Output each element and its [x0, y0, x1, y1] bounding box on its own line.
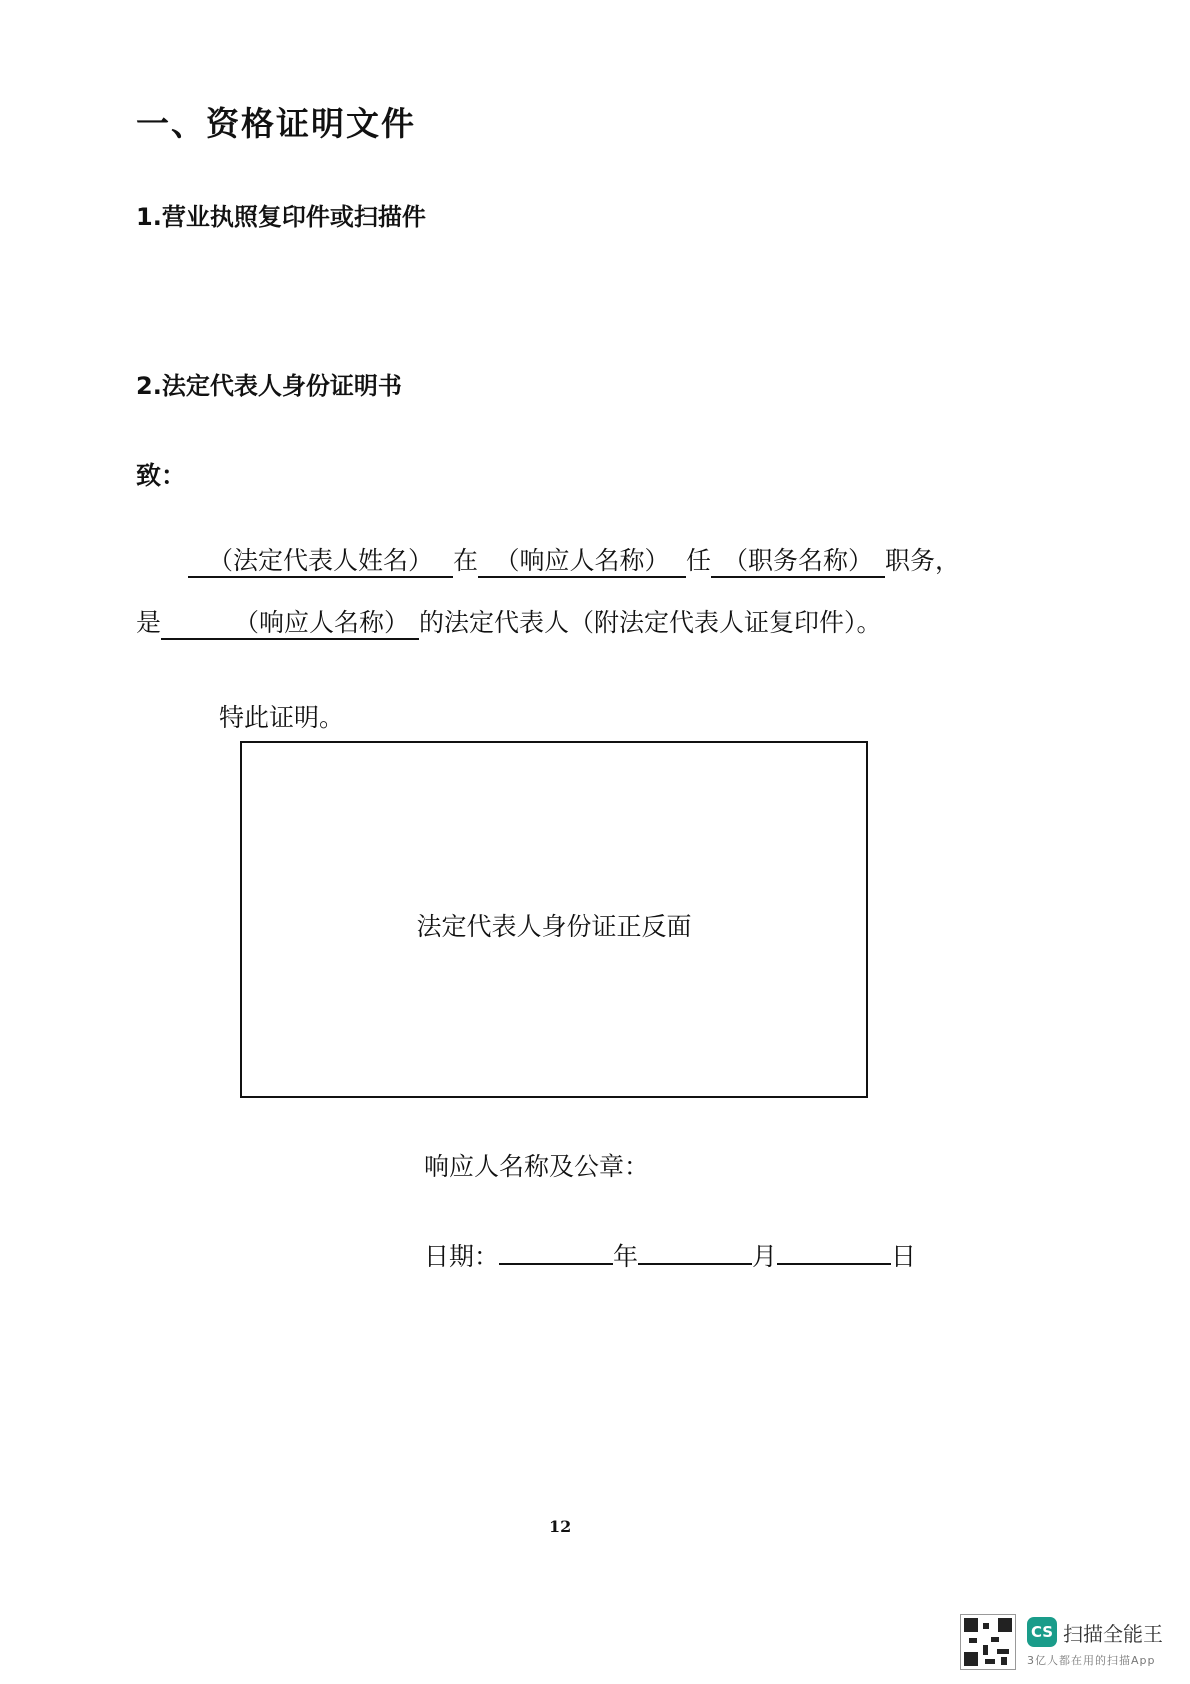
salutation: 致：	[136, 461, 187, 490]
date-line	[424, 1237, 916, 1273]
day-label: 日	[891, 1242, 917, 1271]
item-business-license: 1.营业执照复印件或扫描件	[136, 203, 426, 231]
month-blank	[638, 1241, 752, 1265]
company-name-field-2: （响应人名称）	[161, 607, 419, 640]
company-name-field: （响应人名称）	[478, 545, 686, 578]
word-serve: 任	[686, 546, 712, 575]
word-is: 是	[136, 608, 162, 637]
page-number: 12	[549, 1517, 572, 1536]
watermark-tagline: 3亿人都在用的扫描App	[1027, 1654, 1156, 1667]
scanner-app-logo-icon: CS	[1027, 1617, 1057, 1647]
certificate-line-1	[188, 541, 960, 578]
id-card-placeholder-box	[240, 741, 868, 1098]
certify-text: 特此证明。	[219, 703, 345, 732]
word-at: 在	[453, 546, 479, 575]
watermark-app-name: 扫描全能王	[1063, 1622, 1163, 1646]
seal-label: 响应人名称及公章：	[424, 1152, 650, 1181]
item-legal-rep-certificate: 2.法定代表人身份证明书	[136, 372, 402, 400]
month-label: 月	[752, 1242, 778, 1271]
id-card-placeholder-label: 法定代表人身份证正反面	[416, 912, 692, 941]
line-2-rest: 的法定代表人（附法定代表人证复印件）。	[419, 608, 882, 637]
day-blank	[777, 1241, 891, 1265]
certificate-line-2	[136, 603, 882, 640]
year-blank	[499, 1241, 613, 1265]
qr-code-icon	[960, 1614, 1016, 1670]
year-label: 年	[613, 1242, 639, 1271]
section-title: 一、资格证明文件	[136, 104, 416, 143]
legal-rep-name-field: （法定代表人姓名）	[188, 545, 453, 578]
date-label: 日期：	[424, 1242, 500, 1271]
word-post: 职务，	[885, 546, 961, 575]
position-field: （职务名称）	[711, 545, 885, 578]
